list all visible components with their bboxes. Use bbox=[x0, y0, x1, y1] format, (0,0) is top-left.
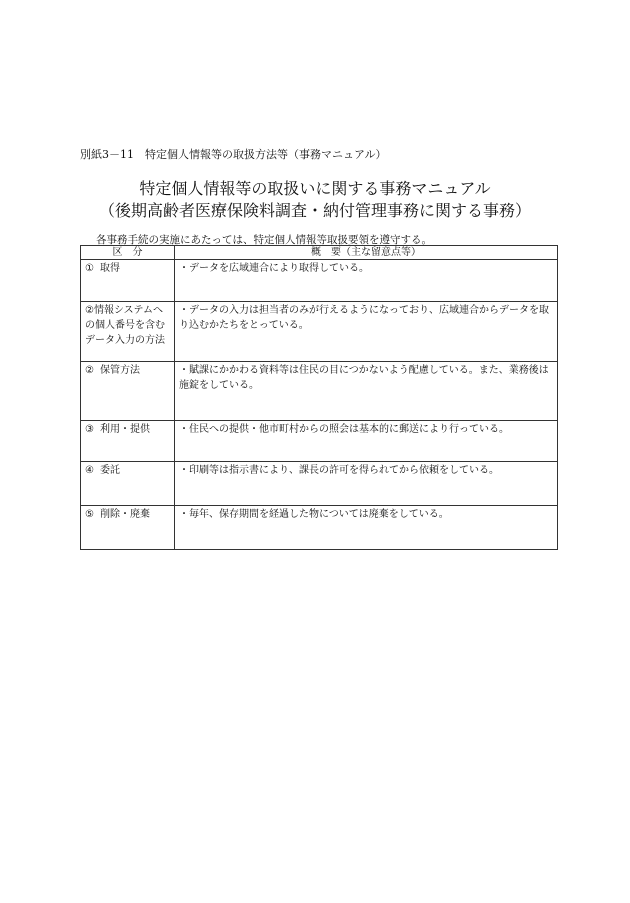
document-subtitle: （後期高齢者医療保険料調査・納付管理事務に関する事務） bbox=[98, 201, 531, 220]
category-label: 利用・提供 bbox=[99, 424, 150, 435]
category-label: 情報システムへの個人番号を含むデータ入力の方法 bbox=[85, 305, 165, 346]
table-row bbox=[81, 462, 558, 506]
row-number: ⑤ bbox=[85, 509, 94, 520]
category-cell bbox=[81, 462, 175, 506]
category-cell bbox=[81, 260, 175, 302]
table-row bbox=[81, 421, 558, 462]
category-cell bbox=[81, 421, 175, 462]
category-label: 取得 bbox=[99, 263, 120, 274]
description-cell: ・住民への提供・他市町村からの照会は基本的に郵送により行っている。 bbox=[175, 421, 558, 462]
description-cell: ・賦課にかかわる資料等は住民の目につかないよう配慮している。また、業務後は施錠をしている。 bbox=[175, 362, 558, 421]
description-cell: ・データを広域連合により取得している。 bbox=[175, 260, 558, 302]
intro-text: 各事務手続の実施にあたっては、特定個人情報等取扱要領を遵守する。 bbox=[96, 234, 432, 246]
category-label: 保管方法 bbox=[99, 365, 140, 376]
table-row bbox=[81, 260, 558, 302]
category-label: 削除・廃棄 bbox=[99, 509, 150, 520]
row-number: ③ bbox=[85, 424, 94, 435]
header-category: 区 分 bbox=[81, 246, 175, 260]
category-cell bbox=[81, 506, 175, 550]
description-cell: ・データの入力は担当者のみが行えるようになっており、広域連合からデータを取り込むかたちをとっている。 bbox=[175, 302, 558, 362]
row-number: ② bbox=[85, 365, 94, 376]
document-title: 特定個人情報等の取扱いに関する事務マニュアル bbox=[139, 179, 491, 198]
row-number: ① bbox=[85, 263, 94, 274]
category-cell bbox=[81, 362, 175, 421]
category-label: 委託 bbox=[99, 465, 120, 476]
procedure-table bbox=[80, 245, 558, 550]
description-cell: ・毎年、保存期間を経過した物については廃棄をしている。 bbox=[175, 506, 558, 550]
document-header-note: 別紙3－11 特定個人情報等の取扱方法等（事務マニュアル） bbox=[80, 148, 387, 161]
table-row bbox=[81, 362, 558, 421]
table-row bbox=[81, 506, 558, 550]
table-header-row bbox=[81, 246, 558, 260]
category-cell bbox=[81, 302, 175, 362]
row-number: ② bbox=[85, 305, 94, 316]
row-number: ④ bbox=[85, 465, 94, 476]
description-cell: ・印刷等は指示書により、課長の許可を得られてから依頼をしている。 bbox=[175, 462, 558, 506]
header-summary: 概 要（主な留意点等） bbox=[175, 246, 558, 260]
table-row bbox=[81, 302, 558, 362]
